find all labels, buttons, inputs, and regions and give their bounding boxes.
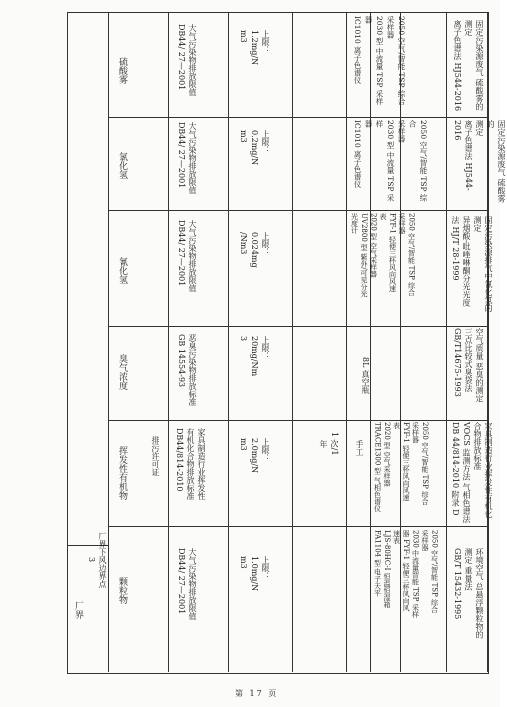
frequency-cell: 1 次/1 年 [319,432,339,456]
analysis-cell: 空气质量 恶臭的测定 三点比较式臭袋法 GB/T14675-1993 [453,328,484,403]
col-line [228,12,229,672]
location-label: 厂界下风边界点 3 [87,532,107,588]
instrument-cell: 2050 空气/智能 TSP 综合 采样器 FYF-1 轻便三杯风向风速 表 2020 型 空气采样器 UV2800 型 紫外/可见分光 光度计 [350,213,416,298]
limit-cell: 上限： 1.0mg/N m3 [239,556,270,592]
instrument-cell: 2050 空气/智能 TSP 综合 采样器 2030 型 中流量 TSP 采样 器 IC1010 离子色谱仪 [353,120,428,202]
col-line [168,12,169,672]
method-cell: 手工 [355,440,364,456]
limit-cell: 上限： 0.2mg/N m3 [239,130,270,166]
col-line [108,12,109,672]
pollutant-cell: 氰化氢 [117,256,127,284]
pollutant-cell: 氯化氢 [117,151,127,179]
site-label: 厂界 [73,601,83,619]
standard-cell: 大气污染物排放限值 DB44/ 27—2001 [177,220,197,292]
col-line [346,12,347,672]
analysis-cell: 固定污染源排气中氰化氢的 测定 异烟酸-吡唑啉酮分光光度 法 HJ/T 28-1999 [451,216,493,312]
standard-cell: 大气污染物排放限值 DB44/ 27—2001 [177,122,197,194]
analysis-cell: 固定污染源废气 硫酸雾的 测定 离子色谱法 HJ544-2016 [453,20,484,112]
col-line [292,12,293,672]
analysis-cell: 家具制造行业挥发性有机化 合物排放标准 VOCS 监测方法 气相色谱法 DB 44/814-2010 附录 D [451,422,493,523]
pollutant-cell: 挥发性有机物 [117,446,127,500]
pollutant-cell: 颗粒物 [117,576,127,604]
analysis-cell: 环境空气 总悬浮颗粒物的 测定 重量法 GB/T 15432-1995 [453,548,484,639]
standard-cell: 恶臭污染物排放标准 GB 14554-93 [177,334,197,406]
instrument-cell: 2050 空气/智能 TSP 综合 采样器 2030 型 中流量 TSP 采样 器 IC1010 离子色谱仪 [353,16,406,105]
row-line [108,326,487,327]
limit-cell: 上限： 20mg/Nm 3 [239,336,270,377]
col-line [487,12,488,672]
row-line [108,210,487,211]
limit-cell: 上限： 0.024mg /Nm3 [239,232,270,268]
analysis-cell: 固定污染源废气 硫酸雾的 测定 离子色谱法 HJ544-2016 [453,120,506,203]
row-line [108,420,487,421]
limit-cell: 上限： 2.0mg/N m3 [239,438,270,474]
instrument-cell: 2050 空气/智能 TSP 综合 采样器 FYF-1 轻便三杯风向风速 表 2020 型 空气采样器 TRACE1300 型 气相色谱仪 [373,422,429,512]
instrument-cell: 8L 真空瓶 [361,356,370,394]
limit-cell: 上限： 1.2mg/N m3 [239,30,270,66]
row-line [108,526,487,527]
standard-cell: 大气污染物排放限值 DB44/ 27—2001 [177,548,197,620]
pollutant-cell: 硫酸雾 [117,56,127,84]
row-line [108,117,487,118]
col-line [446,12,447,672]
instrument-cell: 2050 空气/智能 TSP 综合 采样器 2030 中流量智能 TSP 采样 器 FYF-1 轻便三杯风向风 速表 LJS-80HC-I 恒温恒湿箱 FA1104 型 电子天平 [373,530,439,618]
col-line [67,12,68,672]
group-label: 排污许可证 [151,436,160,476]
page-number: 第 17 页 [235,689,279,698]
pollutant-cell: 臭气浓度 [117,354,127,390]
standard-cell: 家具制造行业挥发性 有机化合物排放标准 DB44/814-2010 [175,428,206,500]
standard-cell: 大气污染物排放限值 DB44/ 27—2001 [177,24,197,96]
